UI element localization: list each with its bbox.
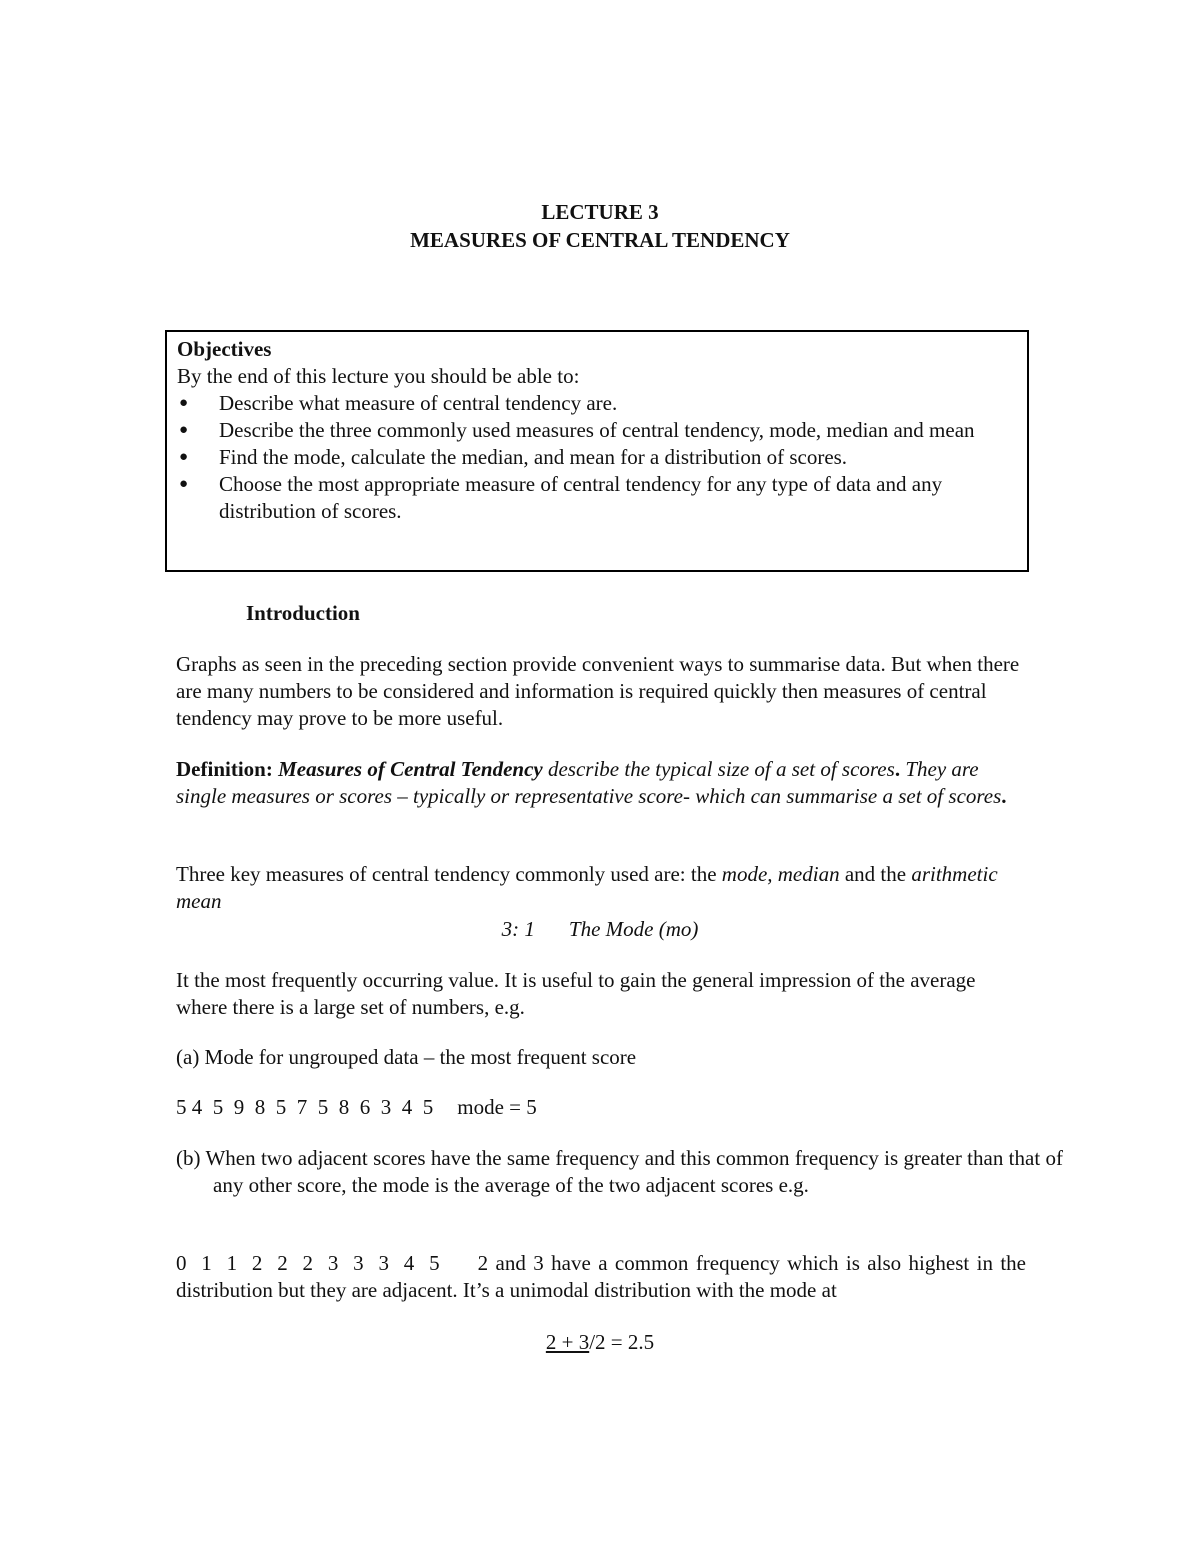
definition-dot-1: . xyxy=(894,757,901,781)
bullet-icon: ● xyxy=(179,476,189,492)
bullet-icon: ● xyxy=(179,395,189,411)
three-key-italic-2: arithmetic mean xyxy=(176,862,998,913)
mode-formula xyxy=(0,1329,1200,1356)
three-key-text-2: and the xyxy=(839,862,912,886)
objectives-list xyxy=(177,390,1017,525)
definition-text-2: They are single measures or scores – typically or representative score- which can summarise a set of scores xyxy=(176,757,1002,808)
objective-text: Describe what measure of central tendency are. xyxy=(219,391,618,415)
objective-text: Choose the most appropriate measure of central tendency for any type of data and any distribution of scores. xyxy=(219,472,943,523)
objective-text: Find the mode, calculate the median, and mean for a distribution of scores. xyxy=(219,445,848,469)
objective-item xyxy=(177,390,1017,417)
section-number: 3: 1 xyxy=(501,917,535,941)
objective-item xyxy=(177,471,1017,525)
objectives-title: Objectives xyxy=(177,337,272,361)
three-key-italic-1: mode, median xyxy=(721,862,840,886)
bullet-icon: ● xyxy=(179,449,189,465)
sequence-b-paragraph xyxy=(176,1250,1026,1304)
item-a: (a) Mode for ungrouped data – the most frequent score xyxy=(176,1045,637,1069)
sequence-a-result: mode = 5 xyxy=(457,1095,537,1119)
formula-rest: /2 = 2.5 xyxy=(589,1330,655,1354)
lecture-title: MEASURES OF CENTRAL TENDENCY xyxy=(410,228,790,252)
bullet-icon: ● xyxy=(179,422,189,438)
mode-description: It the most frequently occurring value. It is useful to gain the general impression of the average where there is a large set of numbers, e.g. xyxy=(176,968,976,1019)
objective-text: Describe the three commonly used measures of central tendency, mode, median and mean xyxy=(219,418,975,442)
definition-label: Definition: xyxy=(176,757,273,781)
objective-item xyxy=(177,417,1017,444)
objectives-intro: By the end of this lecture you should be able to: xyxy=(177,364,580,388)
definition-dot-2: . xyxy=(1001,784,1007,808)
objectives-box xyxy=(165,330,1029,572)
formula-numerator: 2 + 3 xyxy=(545,1330,590,1354)
sequence-b-values: 0 1 1 2 2 2 3 3 3 4 5 xyxy=(176,1251,440,1275)
lecture-number: LECTURE 3 xyxy=(541,200,659,224)
definition-text-1: describe the typical size of a set of scores xyxy=(542,757,895,781)
three-key-text-1: Three key measures of central tendency commonly used are: the xyxy=(176,862,722,886)
sequence-b-text: 2 and 3 have a common frequency which is also highest in the distribution but they are adjacent. It’s a unimodal distribution with the mode at xyxy=(176,1251,1027,1302)
lecture-header xyxy=(0,198,1200,254)
three-key-paragraph xyxy=(176,861,1026,915)
introduction-heading: Introduction xyxy=(246,601,360,625)
sequence-a xyxy=(176,1094,1026,1121)
section-title: The Mode (mo) xyxy=(568,917,699,941)
section-heading-mode xyxy=(0,916,1200,943)
definition-term: Measures of Central Tendency xyxy=(278,757,543,781)
definition-paragraph xyxy=(176,756,1026,810)
introduction-paragraph: Graphs as seen in the preceding section provide convenient ways to summarise data. But when there are many numbers to be considered and information is required quickly then measures of central tendency may prove to be more useful. xyxy=(176,652,1020,730)
item-b: (b) When two adjacent scores have the same frequency and this common frequency is greater than that of any other score, the mode is the average of the two adjacent scores e.g. xyxy=(176,1146,1063,1197)
sequence-a-values: 5 4 5 9 8 5 7 5 8 6 3 4 5 xyxy=(176,1095,434,1119)
objective-item xyxy=(177,444,1017,471)
